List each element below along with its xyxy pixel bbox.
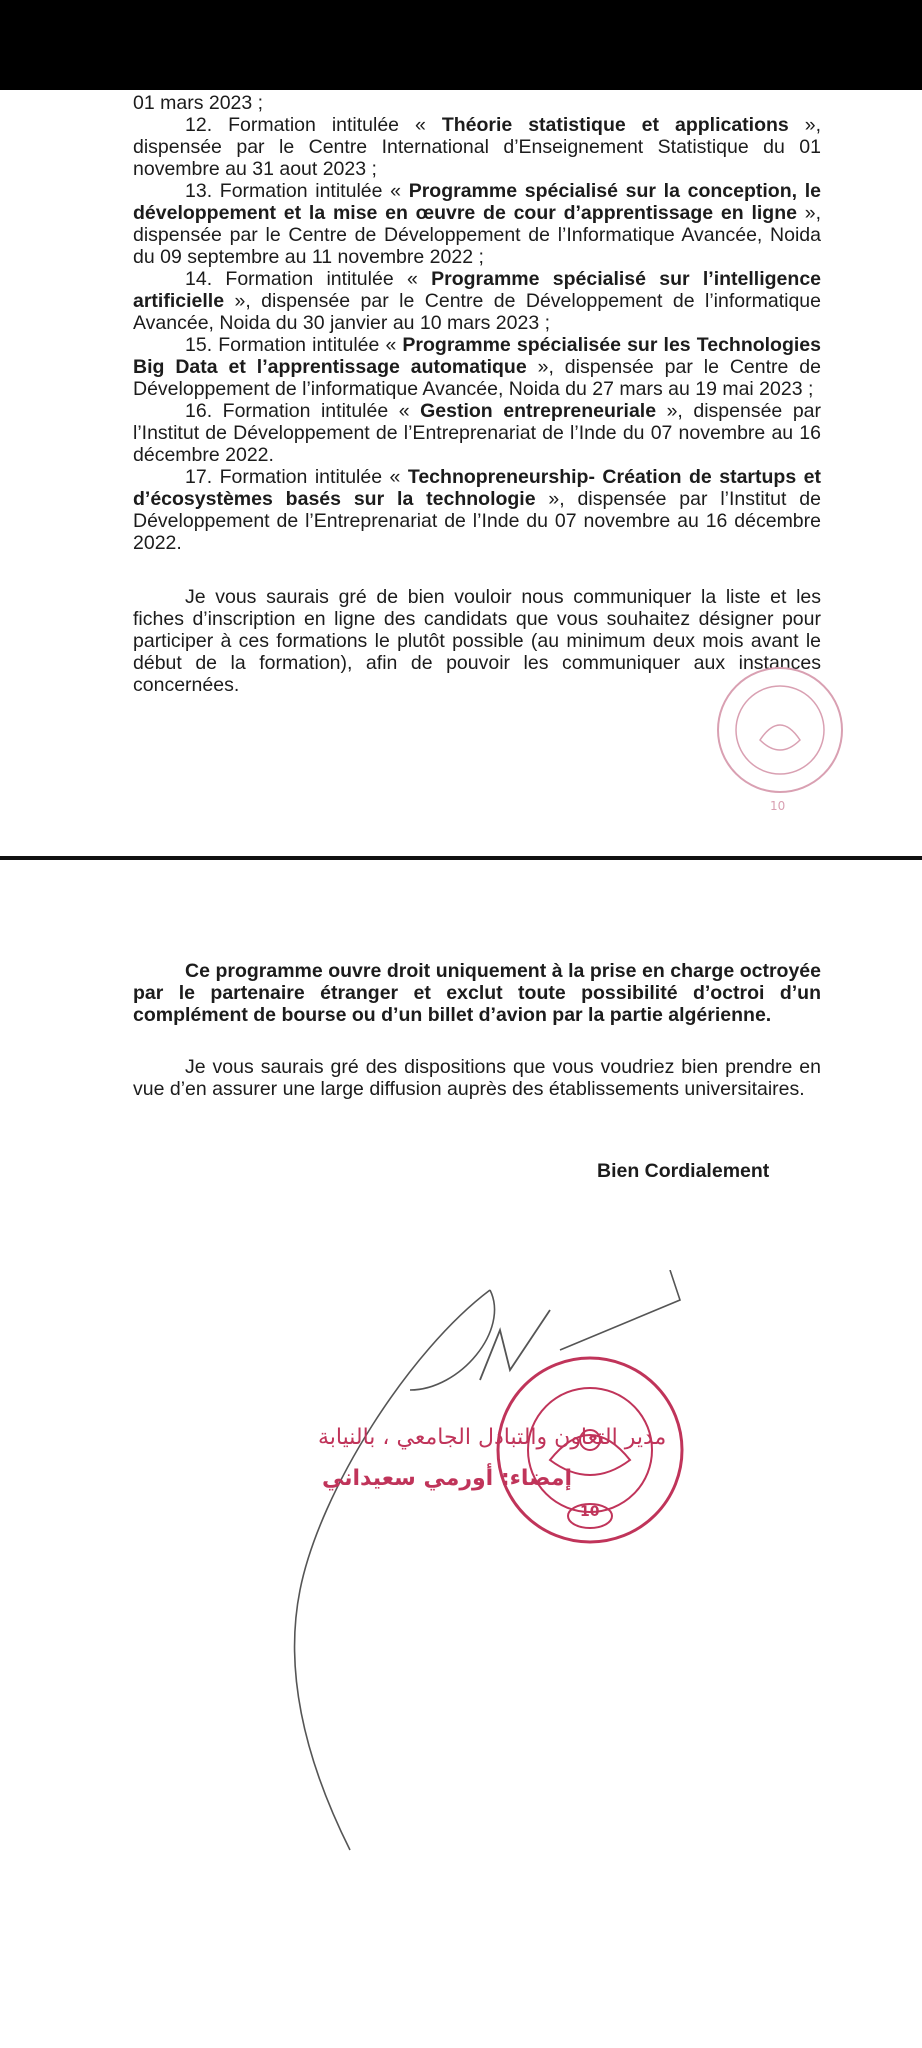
item-details: », dispensée par le Centre International d’Enseignement Statistique du 01 novembre au 31 aout 2023 ; [133, 114, 821, 180]
diffusion-paragraph: Je vous saurais gré des dispositions que vous voudriez bien prendre en vue d’en assurer une large diffusion auprès des établissements universitaires. [133, 1056, 821, 1100]
item-number: 12. [185, 114, 213, 136]
item-prefix: Formation intitulée « [218, 334, 403, 356]
item-number: 16. [185, 400, 213, 422]
arabic-signatory-title: مدير التعاون والتبادل الجامعي ، بالنيابة [318, 1425, 667, 1450]
item-prefix: Formation intitulée « [228, 114, 442, 136]
item-title: Théorie statistique et applications [441, 114, 789, 136]
item-prefix: Formation intitulée « [219, 180, 409, 202]
item-details: », dispensée par l’Institut de Développement de l’Entreprenariat de l’Inde du 07 novembre au 16 décembre 2022. [133, 400, 821, 466]
formation-item [133, 114, 821, 180]
item-prefix: Formation intitulée « [222, 400, 421, 422]
formation-item [133, 466, 821, 554]
svg-text:10: 10 [770, 799, 786, 813]
document-page-1 [133, 92, 821, 696]
formation-item [133, 180, 821, 268]
formation-item [133, 268, 821, 334]
item-prefix: Formation intitulée « [225, 268, 432, 290]
item-title: Programme spécialisé sur l’intelligence artificielle [133, 268, 822, 312]
item-number: 14. [185, 268, 213, 290]
item-details: », dispensée par le Centre de Développement de l’Informatique Avancée, Noida du 09 septembre au 11 novembre 2022 ; [133, 202, 821, 268]
item-title: Technopreneurship- Création de startups et d’écosystèmes basés sur la technologie [133, 466, 821, 510]
item-number: 13. [185, 180, 213, 202]
item-number: 17. [185, 466, 213, 488]
formation-item [133, 334, 821, 400]
arabic-signatory-name: إمضاء: أورمي سعيداني [322, 1466, 573, 1491]
item-number: 15. [185, 334, 213, 356]
item-title: Programme spécialisé sur la conception, le développement et la mise en œuvre de cour d’apprentissage en ligne [133, 180, 821, 224]
signature-and-stamp [260, 1270, 820, 1870]
request-paragraph: Je vous saurais gré de bien vouloir nous communiquer la liste et les fiches d’inscription en ligne des candidats que vous souhaitez désigner pour participer à ces formations le plutôt possible (au minimum deux mois avant le début de la formation), afin de pouvoir les communiquer aux instances concernées. [133, 586, 821, 696]
item-prefix: Formation intitulée « [219, 466, 408, 488]
page-divider [0, 856, 922, 860]
item-11-tail: 01 mars 2023 ; [133, 92, 264, 114]
item-details: », dispensée par le Centre de Développement de l’informatique Avancée, Noida du 27 mars au 19 mai 2023 ; [133, 356, 821, 400]
formation-list [133, 114, 821, 554]
stamp-number: 10 [580, 1504, 600, 1520]
stamp-icon-faint [700, 650, 860, 830]
item-details: », dispensée par l’Institut de Développement de l’Entreprenariat de l’Inde du 07 novembre au 16 décembre 2022. [133, 488, 821, 554]
top-black-bar [0, 0, 922, 90]
item-title: Programme spécialisée sur les Technologies Big Data et l’apprentissage automatique [133, 334, 821, 378]
formation-item [133, 400, 821, 466]
notice-paragraph: Ce programme ouvre droit uniquement à la prise en charge octroyée par le partenaire étranger et exclut toute possibilité d’octroi d’un complément de bourse ou d’un billet d’avion par la partie algérienne. [133, 960, 821, 1026]
item-title: Gestion entrepreneuriale [420, 400, 657, 422]
closing-text: Bien Cordialement [597, 1160, 770, 1182]
document-page-2 [133, 960, 821, 1100]
item-details: », dispensée par le Centre de Développement de l’informatique Avancée, Noida du 30 janvier au 10 mars 2023 ; [133, 290, 821, 334]
